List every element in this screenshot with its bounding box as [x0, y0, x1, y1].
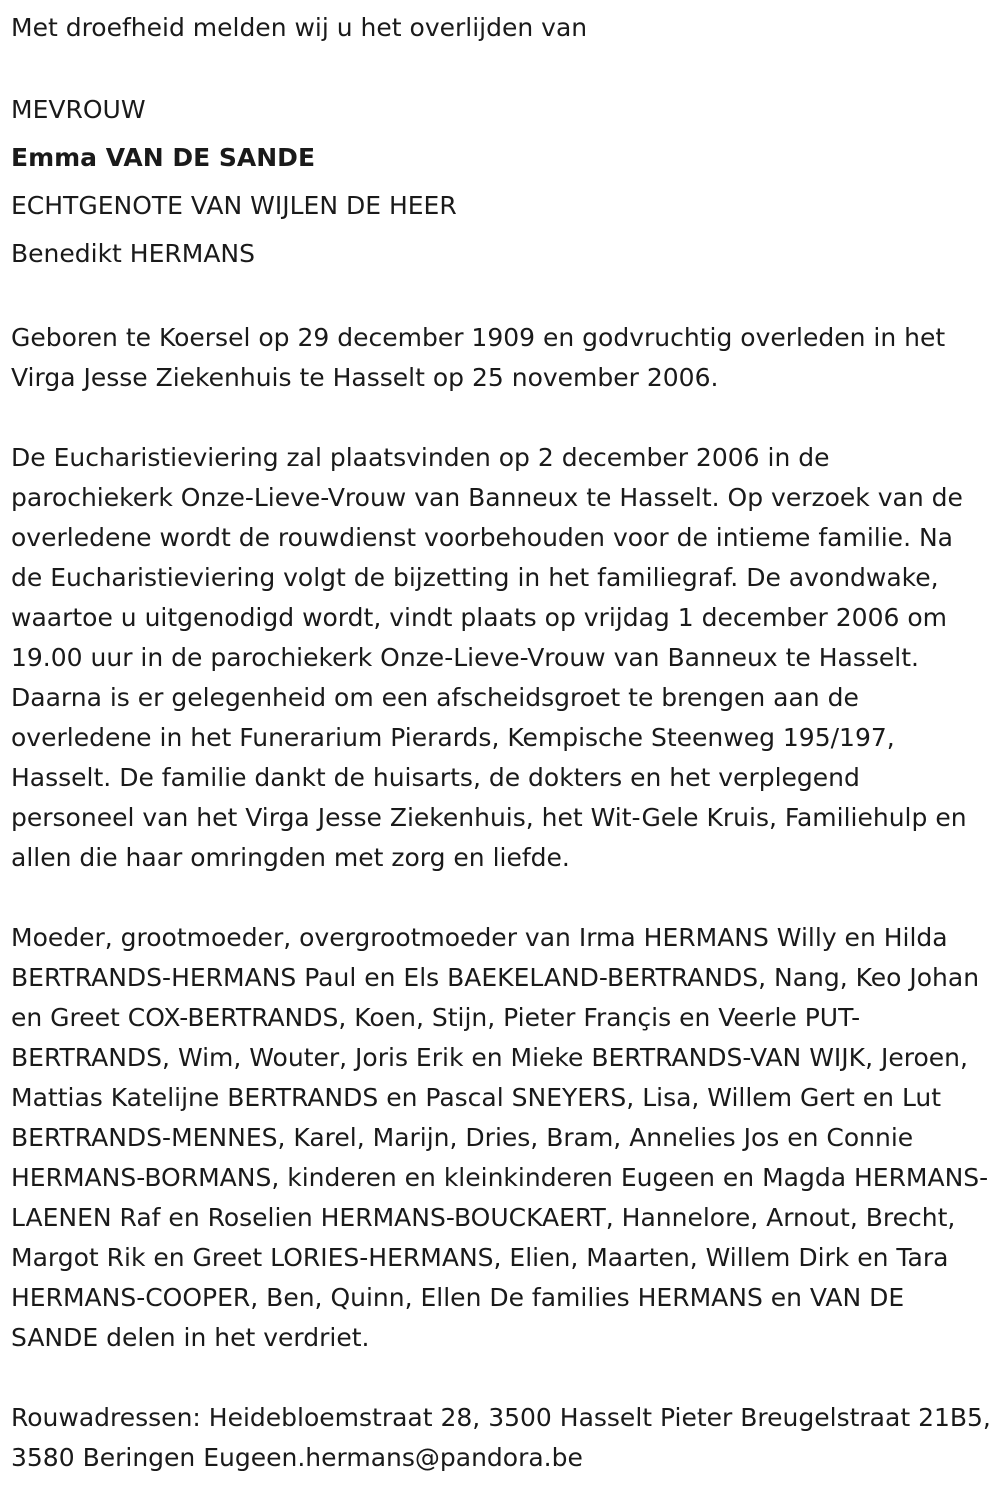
death-notice: [11, 4, 991, 1478]
spacer: [11, 52, 991, 86]
spouse-name: Benedikt HERMANS: [11, 239, 256, 268]
spacer: [11, 278, 991, 318]
addresses-paragraph: Rouwadressen: Heidebloemstraat 28, 3500 Hasselt Pieter Breugelstraat 21B5, 3580 Beringen Eugeen.hermans@pandora.be: [11, 1403, 991, 1472]
title-prefix: MEVROUW: [11, 95, 146, 124]
ceremony-paragraph: De Eucharistieviering zal plaatsvinden op 2 december 2006 in de parochiekerk Onze-Lieve-Vrouw van Banneux te Hasselt. Op verzoek van de overledene wordt de rouwdienst voorbehouden voor de intieme familie. Na de Eucharistieviering volgt de bijzetting in het familiegraf. De avondwake, waartoe u uitgenodigd wordt, vindt plaats op vrijdag 1 december 2006 om 19.00 uur in de parochiekerk Onze-Lieve-Vrouw van Banneux te Hasselt. Daarna is er gelegenheid om een afscheidsgroet te brengen aan de overledene in het Funerarium Pierards, Kempische Steenweg 195/197, Hasselt. De familie dankt de huisarts, de dokters en het verplegend personeel van het Virga Jesse Ziekenhuis, het Wit-Gele Kruis, Familiehulp en allen die haar omringden met zorg en liefde.: [11, 443, 967, 872]
spacer: [11, 398, 991, 438]
spacer: [11, 1358, 991, 1398]
intro-text: Met droefheid melden wij u het overlijden van: [11, 13, 588, 42]
spacer: [11, 878, 991, 918]
family-paragraph: Moeder, grootmoeder, overgrootmoeder van Irma HERMANS Willy en Hilda BERTRANDS-HERMANS Paul en Els BAEKELAND-BERTRANDS, Nang, Keo Johan en Greet COX-BERTRANDS, Koen, Stijn, Pieter Françis en Veerle PUT-BERTRANDS, Wim, Wouter, Joris Erik en Mieke BERTRANDS-VAN WIJK, Jeroen, Mattias Katelijne BERTRANDS en Pascal SNEYERS, Lisa, Willem Gert en Lut BERTRANDS-MENNES, Karel, Marijn, Dries, Bram, Annelies Jos en Connie HERMANS-BORMANS, kinderen en kleinkinderen Eugeen en Magda HERMANS-LAENEN Raf en Roselien HERMANS-BOUCKAERT, Hannelore, Arnout, Brecht, Margot Rik en Greet LORIES-HERMANS, Elien, Maarten, Willem Dirk en Tara HERMANS-COOPER, Ben, Quinn, Ellen De families HERMANS en VAN DE SANDE delen in het verdriet.: [11, 923, 989, 1352]
deceased-name: Emma VAN DE SANDE: [11, 143, 316, 172]
birth-death-paragraph: Geboren te Koersel op 29 december 1909 en godvruchtig overleden in het Virga Jesse Ziekenhuis te Hasselt op 25 november 2006.: [11, 323, 946, 392]
spouse-prefix: ECHTGENOTE VAN WIJLEN DE HEER: [11, 191, 457, 220]
